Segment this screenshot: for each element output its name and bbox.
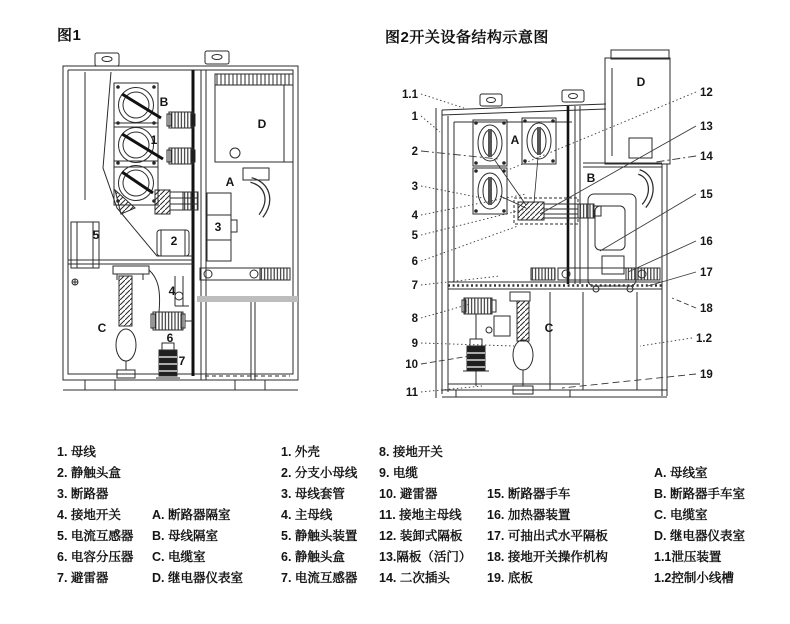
legend-item: D. 继电器仪表室 xyxy=(654,529,745,543)
legend-item: 1.2控制小线槽 xyxy=(654,571,734,585)
legend-fig2-rooms xyxy=(654,463,745,589)
legend-item: 10. 避雷器 xyxy=(379,487,438,501)
legend-item: 3. 母线套管 xyxy=(281,487,345,501)
legend-item: 13.隔板（活门） xyxy=(379,550,472,564)
callout-17: 17 xyxy=(700,267,713,279)
callout-15: 15 xyxy=(700,189,713,201)
legend-item: B. 断路器手车室 xyxy=(654,487,745,501)
fig1-label-D: D xyxy=(257,117,267,131)
lifting-lug-icon xyxy=(95,51,229,66)
fig1-label-2: 2 xyxy=(170,234,178,248)
fig1-busbar-bushings xyxy=(85,72,195,256)
legend-item: 5. 静触头装置 xyxy=(281,529,358,543)
legend-item: 3. 断路器 xyxy=(57,487,109,501)
legend-item: 12. 装卸式隔板 xyxy=(379,529,463,543)
legend-item: 5. 电流互感器 xyxy=(57,529,134,543)
legend-item: 9. 电缆 xyxy=(379,466,418,480)
legend-item: 4. 接地开关 xyxy=(57,508,121,522)
legend-item: 2. 分支小母线 xyxy=(281,466,358,480)
fig1-label-6: 6 xyxy=(166,331,174,345)
fig1-room-D xyxy=(215,74,293,162)
fig2-label-D: D xyxy=(636,75,646,89)
callout-10: 10 xyxy=(405,359,418,371)
legend-fig2-items-8-14 xyxy=(379,442,471,589)
legend-item: 4. 主母线 xyxy=(281,508,333,522)
legend-fig2-items-15-19 xyxy=(487,484,608,589)
callout-7: 7 xyxy=(411,280,418,292)
legend-item: 1.1泄压装置 xyxy=(654,550,722,564)
fig1-label-5: 5 xyxy=(92,228,100,242)
legend-item: 18. 接地开关操作机构 xyxy=(487,550,608,564)
fig2-label-B: B xyxy=(586,171,596,185)
legend-item: 16. 加热器装置 xyxy=(487,508,571,522)
legend-item: A. 断路器隔室 xyxy=(152,508,231,522)
callout-2: 2 xyxy=(411,146,418,158)
legend-item: 6. 静触头盒 xyxy=(281,550,345,564)
callout-6: 6 xyxy=(411,256,418,268)
legend-item: 19. 底板 xyxy=(487,571,533,585)
callout-1.2: 1.2 xyxy=(696,333,712,345)
legend-item: C. 电缆室 xyxy=(654,508,708,522)
figure2-diagram xyxy=(390,46,730,406)
callout-19: 19 xyxy=(700,369,713,381)
lifting-lug-icon xyxy=(480,90,584,106)
fig1-label-C: C xyxy=(97,321,107,335)
callout-9: 9 xyxy=(411,338,418,350)
legend-item: 14. 二次插头 xyxy=(379,571,450,585)
callout-14: 14 xyxy=(700,151,713,163)
legend-item: 8. 接地开关 xyxy=(379,445,443,459)
callout-18: 18 xyxy=(700,303,713,315)
fig2-leader-lines xyxy=(421,92,696,392)
fig1-contact-ct-cluster xyxy=(155,190,198,214)
legend-item: C. 电缆室 xyxy=(152,550,206,564)
legend-item: 7. 避雷器 xyxy=(57,571,109,585)
legend-item: 7. 电流互感器 xyxy=(281,571,358,585)
fig1-label-4: 4 xyxy=(168,284,176,298)
fig1-label-A: A xyxy=(225,175,235,189)
callout-5: 5 xyxy=(411,230,418,242)
fig2-label-A: A xyxy=(510,133,520,147)
legend-item: 6. 电容分压器 xyxy=(57,550,134,564)
legend-item: 15. 断路器手车 xyxy=(487,487,571,501)
legend-fig2-items-1-7 xyxy=(281,442,357,589)
legend-fig1-items xyxy=(57,442,133,589)
fig2-room-D xyxy=(605,50,670,206)
fig2-label-C: C xyxy=(544,321,554,335)
callout-11: 11 xyxy=(405,387,418,399)
callout-3: 3 xyxy=(411,181,418,193)
legend-item: D. 继电器仪表室 xyxy=(152,571,243,585)
fig1-label-1: 1 xyxy=(150,133,158,147)
legend-fig1-rooms xyxy=(152,505,243,589)
legend-item: 17. 可抽出式水平隔板 xyxy=(487,529,608,543)
figure1-diagram xyxy=(55,50,315,398)
fig1-capacitor-divider xyxy=(151,312,193,330)
callout-1: 1 xyxy=(411,111,418,123)
fig2-right-callouts xyxy=(696,87,713,381)
fig2-left-callouts xyxy=(402,89,419,399)
figure1-title: 图1 xyxy=(57,27,82,44)
callout-1.1: 1.1 xyxy=(402,89,418,101)
fig1-label-7: 7 xyxy=(178,354,186,368)
fig1-cabinet-outline xyxy=(63,51,298,390)
legend-item: 11. 接地主母线 xyxy=(379,508,462,522)
callout-4: 4 xyxy=(411,210,418,222)
fig1-partitions xyxy=(68,70,255,380)
legend-item: 1. 外壳 xyxy=(281,445,320,459)
callout-12: 12 xyxy=(700,87,713,99)
fig1-label-B: B xyxy=(159,95,169,109)
fig1-label-3: 3 xyxy=(214,220,222,234)
fig2-cable-room xyxy=(462,292,637,394)
callout-13: 13 xyxy=(700,121,713,133)
legend-item: A. 母线室 xyxy=(654,466,708,480)
legend-item: 2. 静触头盒 xyxy=(57,466,121,480)
fig1-arrester xyxy=(156,343,180,378)
figure2-title: 图2开关设备结构示意图 xyxy=(385,29,549,46)
callout-8: 8 xyxy=(411,313,418,325)
legend-item: 1. 母线 xyxy=(57,445,96,459)
legend-item: B. 母线隔室 xyxy=(152,529,218,543)
callout-16: 16 xyxy=(700,236,713,248)
